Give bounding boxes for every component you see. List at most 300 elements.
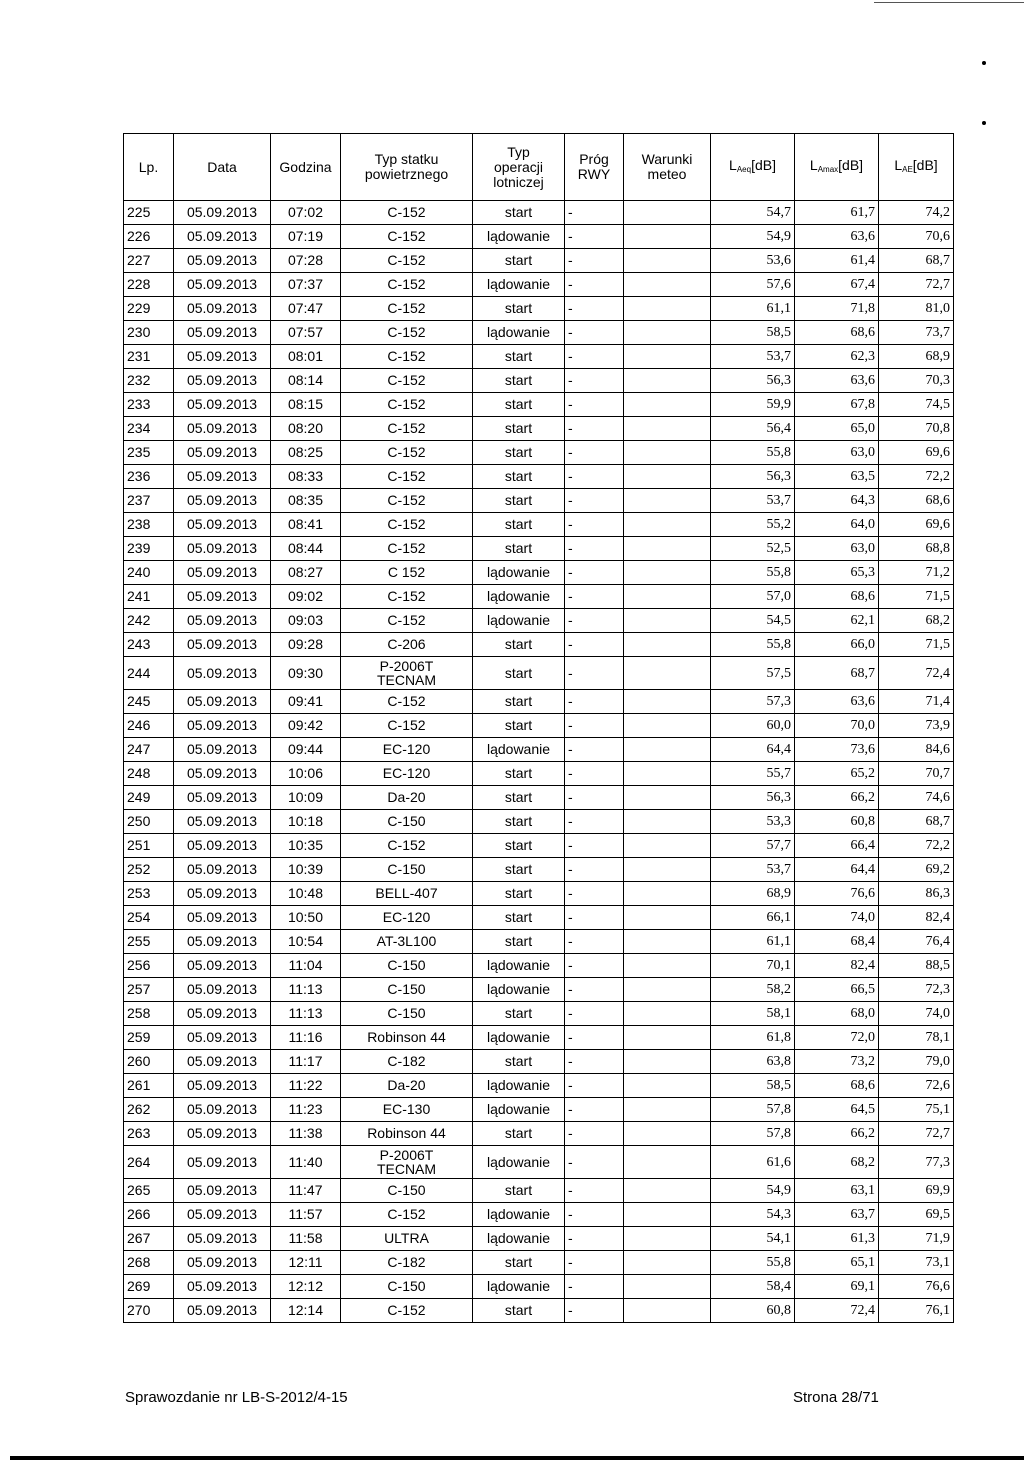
cell-time: 08:27 xyxy=(271,561,341,585)
table-row xyxy=(124,609,954,633)
cell-aircraft-type: C-152 xyxy=(341,321,473,345)
cell-operation-type: start xyxy=(473,513,565,537)
cell-lae: 78,1 xyxy=(879,1026,954,1050)
cell-lamax: 63,0 xyxy=(795,537,879,561)
cell-lp: 231 xyxy=(124,345,174,369)
cell-aircraft-type: C-152 xyxy=(341,1203,473,1227)
cell-operation-type: start xyxy=(473,489,565,513)
cell-laeq: 55,8 xyxy=(711,561,795,585)
cell-lamax: 66,0 xyxy=(795,633,879,657)
report-number: Sprawozdanie nr LB-S-2012/4-15 xyxy=(125,1389,348,1406)
cell-weather xyxy=(624,561,711,585)
cell-weather xyxy=(624,1026,711,1050)
cell-aircraft-type: C-150 xyxy=(341,954,473,978)
cell-date: 05.09.2013 xyxy=(174,465,271,489)
cell-lamax: 69,1 xyxy=(795,1275,879,1299)
cell-aircraft-type: C-152 xyxy=(341,537,473,561)
cell-lp: 266 xyxy=(124,1203,174,1227)
cell-weather xyxy=(624,321,711,345)
cell-time: 09:28 xyxy=(271,633,341,657)
cell-threshold-rwy: - xyxy=(565,1026,624,1050)
cell-weather xyxy=(624,273,711,297)
table-row xyxy=(124,1026,954,1050)
cell-time: 11:13 xyxy=(271,1002,341,1026)
cell-threshold-rwy: - xyxy=(565,930,624,954)
table-row xyxy=(124,930,954,954)
cell-aircraft-type: C-152 xyxy=(341,297,473,321)
cell-lp: 234 xyxy=(124,417,174,441)
table-row xyxy=(124,810,954,834)
cell-aircraft-type: AT-3L100 xyxy=(341,930,473,954)
cell-lamax: 63,1 xyxy=(795,1179,879,1203)
cell-operation-type: start xyxy=(473,690,565,714)
page-number: Strona 28/71 xyxy=(793,1389,879,1406)
table-row xyxy=(124,1227,954,1251)
cell-laeq: 53,3 xyxy=(711,810,795,834)
cell-lae: 70,8 xyxy=(879,417,954,441)
cell-date: 05.09.2013 xyxy=(174,321,271,345)
cell-aircraft-type: C-152 xyxy=(341,1299,473,1323)
cell-date: 05.09.2013 xyxy=(174,1275,271,1299)
cell-lamax: 71,8 xyxy=(795,297,879,321)
cell-operation-type: start xyxy=(473,834,565,858)
cell-lp: 239 xyxy=(124,537,174,561)
table-row xyxy=(124,1275,954,1299)
cell-aircraft-type: C-150 xyxy=(341,810,473,834)
cell-laeq: 68,9 xyxy=(711,882,795,906)
cell-aircraft-type: C-152 xyxy=(341,714,473,738)
cell-date: 05.09.2013 xyxy=(174,609,271,633)
cell-time: 08:01 xyxy=(271,345,341,369)
cell-operation-type: start xyxy=(473,1299,565,1323)
cell-operation-type: lądowanie xyxy=(473,1146,565,1179)
margin-mark xyxy=(982,61,986,65)
cell-weather xyxy=(624,1203,711,1227)
cell-lae: 71,5 xyxy=(879,585,954,609)
cell-laeq: 57,3 xyxy=(711,690,795,714)
cell-lp: 248 xyxy=(124,762,174,786)
cell-lp: 247 xyxy=(124,738,174,762)
cell-aircraft-type: C-182 xyxy=(341,1251,473,1275)
cell-laeq: 53,7 xyxy=(711,345,795,369)
cell-aircraft-type: C-150 xyxy=(341,1275,473,1299)
cell-date: 05.09.2013 xyxy=(174,786,271,810)
cell-aircraft-type: C-150 xyxy=(341,978,473,1002)
cell-aircraft-type: C-152 xyxy=(341,690,473,714)
cell-weather xyxy=(624,465,711,489)
cell-threshold-rwy: - xyxy=(565,657,624,690)
cell-lae: 75,1 xyxy=(879,1098,954,1122)
cell-lae: 69,5 xyxy=(879,1203,954,1227)
cell-lamax: 64,5 xyxy=(795,1098,879,1122)
cell-operation-type: start xyxy=(473,882,565,906)
cell-weather xyxy=(624,858,711,882)
cell-aircraft-type: C-152 xyxy=(341,609,473,633)
cell-laeq: 58,1 xyxy=(711,1002,795,1026)
cell-lae: 70,3 xyxy=(879,369,954,393)
cell-date: 05.09.2013 xyxy=(174,441,271,465)
cell-threshold-rwy: - xyxy=(565,609,624,633)
cell-operation-type: lądowanie xyxy=(473,609,565,633)
cell-aircraft-type: C-150 xyxy=(341,858,473,882)
cell-weather xyxy=(624,225,711,249)
cell-lamax: 61,4 xyxy=(795,249,879,273)
cell-lae: 69,2 xyxy=(879,858,954,882)
cell-operation-type: start xyxy=(473,369,565,393)
cell-lamax: 65,2 xyxy=(795,762,879,786)
cell-weather xyxy=(624,417,711,441)
cell-operation-type: start xyxy=(473,858,565,882)
cell-aircraft-type: Da-20 xyxy=(341,1074,473,1098)
table-row xyxy=(124,1251,954,1275)
cell-lamax: 63,5 xyxy=(795,465,879,489)
cell-threshold-rwy: - xyxy=(565,1275,624,1299)
table-row xyxy=(124,393,954,417)
cell-lp: 242 xyxy=(124,609,174,633)
cell-operation-type: start xyxy=(473,1179,565,1203)
cell-lae: 73,7 xyxy=(879,321,954,345)
cell-aircraft-type: Robinson 44 xyxy=(341,1122,473,1146)
cell-lamax: 62,3 xyxy=(795,345,879,369)
cell-laeq: 56,3 xyxy=(711,369,795,393)
table-row xyxy=(124,321,954,345)
cell-lp: 268 xyxy=(124,1251,174,1275)
cell-lp: 270 xyxy=(124,1299,174,1323)
cell-date: 05.09.2013 xyxy=(174,273,271,297)
cell-operation-type: start xyxy=(473,906,565,930)
cell-lp: 250 xyxy=(124,810,174,834)
cell-time: 10:50 xyxy=(271,906,341,930)
cell-aircraft-type: C-152 xyxy=(341,369,473,393)
cell-threshold-rwy: - xyxy=(565,249,624,273)
cell-operation-type: start xyxy=(473,201,565,225)
table-row xyxy=(124,1203,954,1227)
header-warunki-meteo: Warunki meteo xyxy=(624,134,711,201)
cell-lamax: 67,4 xyxy=(795,273,879,297)
cell-lamax: 73,6 xyxy=(795,738,879,762)
cell-lae: 88,5 xyxy=(879,954,954,978)
cell-time: 08:15 xyxy=(271,393,341,417)
cell-weather xyxy=(624,1098,711,1122)
table-row xyxy=(124,489,954,513)
cell-date: 05.09.2013 xyxy=(174,1074,271,1098)
cell-time: 11:22 xyxy=(271,1074,341,1098)
cell-lp: 241 xyxy=(124,585,174,609)
header-typ-statku: Typ statku powietrznego xyxy=(341,134,473,201)
cell-lamax: 72,4 xyxy=(795,1299,879,1323)
table-row xyxy=(124,417,954,441)
cell-lae: 71,2 xyxy=(879,561,954,585)
table-row xyxy=(124,273,954,297)
cell-laeq: 57,5 xyxy=(711,657,795,690)
cell-laeq: 58,5 xyxy=(711,1074,795,1098)
cell-lp: 257 xyxy=(124,978,174,1002)
cell-aircraft-type: Robinson 44 xyxy=(341,1026,473,1050)
cell-date: 05.09.2013 xyxy=(174,930,271,954)
header-lae: $L_{AE}[dB]$ xyxy=(879,134,954,201)
cell-lp: 256 xyxy=(124,954,174,978)
cell-lae: 82,4 xyxy=(879,906,954,930)
table-row xyxy=(124,1146,954,1179)
header-laeq: $L_{Aeq}[dB]$ xyxy=(711,134,795,201)
cell-aircraft-type: P-2006T TECNAM xyxy=(341,1146,473,1179)
table-row xyxy=(124,834,954,858)
cell-weather xyxy=(624,906,711,930)
cell-time: 07:02 xyxy=(271,201,341,225)
cell-aircraft-type: C-150 xyxy=(341,1002,473,1026)
cell-laeq: 61,6 xyxy=(711,1146,795,1179)
cell-time: 09:44 xyxy=(271,738,341,762)
header-godzina: Godzina xyxy=(271,134,341,201)
cell-weather xyxy=(624,657,711,690)
cell-date: 05.09.2013 xyxy=(174,1026,271,1050)
cell-threshold-rwy: - xyxy=(565,321,624,345)
cell-threshold-rwy: - xyxy=(565,1050,624,1074)
table-row xyxy=(124,738,954,762)
cell-lp: 265 xyxy=(124,1179,174,1203)
cell-aircraft-type: C-152 xyxy=(341,465,473,489)
cell-threshold-rwy: - xyxy=(565,762,624,786)
table-row xyxy=(124,1074,954,1098)
cell-laeq: 54,9 xyxy=(711,1179,795,1203)
cell-lamax: 66,4 xyxy=(795,834,879,858)
cell-lamax: 68,7 xyxy=(795,657,879,690)
cell-date: 05.09.2013 xyxy=(174,369,271,393)
cell-lae: 73,9 xyxy=(879,714,954,738)
cell-time: 08:20 xyxy=(271,417,341,441)
cell-date: 05.09.2013 xyxy=(174,858,271,882)
cell-weather xyxy=(624,930,711,954)
cell-lamax: 64,3 xyxy=(795,489,879,513)
cell-threshold-rwy: - xyxy=(565,417,624,441)
measurement-table xyxy=(123,133,954,1323)
cell-aircraft-type: C-152 xyxy=(341,393,473,417)
cell-aircraft-type: P-2006T TECNAM xyxy=(341,657,473,690)
table-row xyxy=(124,513,954,537)
cell-date: 05.09.2013 xyxy=(174,225,271,249)
cell-lae: 74,2 xyxy=(879,201,954,225)
cell-date: 05.09.2013 xyxy=(174,1299,271,1323)
cell-lamax: 66,2 xyxy=(795,786,879,810)
cell-operation-type: start xyxy=(473,810,565,834)
cell-lae: 74,0 xyxy=(879,1002,954,1026)
table-row xyxy=(124,297,954,321)
cell-threshold-rwy: - xyxy=(565,834,624,858)
cell-date: 05.09.2013 xyxy=(174,834,271,858)
cell-threshold-rwy: - xyxy=(565,1179,624,1203)
cell-operation-type: start xyxy=(473,417,565,441)
cell-laeq: 52,5 xyxy=(711,537,795,561)
cell-lp: 238 xyxy=(124,513,174,537)
cell-lamax: 70,0 xyxy=(795,714,879,738)
cell-date: 05.09.2013 xyxy=(174,201,271,225)
cell-aircraft-type: BELL-407 xyxy=(341,882,473,906)
cell-operation-type: start xyxy=(473,786,565,810)
cell-threshold-rwy: - xyxy=(565,1122,624,1146)
cell-date: 05.09.2013 xyxy=(174,393,271,417)
cell-operation-type: lądowanie xyxy=(473,273,565,297)
table-row xyxy=(124,786,954,810)
cell-laeq: 55,2 xyxy=(711,513,795,537)
cell-lamax: 64,4 xyxy=(795,858,879,882)
cell-weather xyxy=(624,1179,711,1203)
cell-lamax: 82,4 xyxy=(795,954,879,978)
cell-laeq: 61,8 xyxy=(711,1026,795,1050)
cell-lae: 72,7 xyxy=(879,1122,954,1146)
cell-aircraft-type: C-152 xyxy=(341,585,473,609)
cell-threshold-rwy: - xyxy=(565,297,624,321)
cell-date: 05.09.2013 xyxy=(174,1122,271,1146)
cell-lae: 69,9 xyxy=(879,1179,954,1203)
cell-aircraft-type: Da-20 xyxy=(341,786,473,810)
cell-lae: 68,9 xyxy=(879,345,954,369)
cell-weather xyxy=(624,1146,711,1179)
cell-weather xyxy=(624,537,711,561)
cell-lp: 261 xyxy=(124,1074,174,1098)
cell-lae: 69,6 xyxy=(879,441,954,465)
cell-lamax: 63,0 xyxy=(795,441,879,465)
cell-date: 05.09.2013 xyxy=(174,633,271,657)
cell-date: 05.09.2013 xyxy=(174,978,271,1002)
cell-threshold-rwy: - xyxy=(565,513,624,537)
cell-lamax: 68,6 xyxy=(795,1074,879,1098)
cell-lamax: 63,6 xyxy=(795,690,879,714)
table-row xyxy=(124,858,954,882)
cell-threshold-rwy: - xyxy=(565,810,624,834)
bottom-rule xyxy=(10,1456,1024,1460)
cell-time: 09:41 xyxy=(271,690,341,714)
cell-operation-type: start xyxy=(473,762,565,786)
cell-lp: 264 xyxy=(124,1146,174,1179)
cell-date: 05.09.2013 xyxy=(174,1203,271,1227)
cell-operation-type: lądowanie xyxy=(473,1275,565,1299)
cell-lamax: 74,0 xyxy=(795,906,879,930)
cell-laeq: 53,6 xyxy=(711,249,795,273)
table-row xyxy=(124,561,954,585)
cell-threshold-rwy: - xyxy=(565,858,624,882)
cell-time: 08:25 xyxy=(271,441,341,465)
cell-operation-type: lądowanie xyxy=(473,225,565,249)
cell-lp: 225 xyxy=(124,201,174,225)
cell-date: 05.09.2013 xyxy=(174,906,271,930)
cell-weather xyxy=(624,369,711,393)
cell-date: 05.09.2013 xyxy=(174,297,271,321)
cell-lae: 71,5 xyxy=(879,633,954,657)
cell-operation-type: lądowanie xyxy=(473,321,565,345)
cell-time: 12:12 xyxy=(271,1275,341,1299)
cell-laeq: 57,8 xyxy=(711,1098,795,1122)
cell-date: 05.09.2013 xyxy=(174,513,271,537)
cell-date: 05.09.2013 xyxy=(174,738,271,762)
top-rule xyxy=(874,2,1024,3)
cell-threshold-rwy: - xyxy=(565,906,624,930)
cell-weather xyxy=(624,1227,711,1251)
cell-time: 07:28 xyxy=(271,249,341,273)
header-lp: Lp. xyxy=(124,134,174,201)
cell-lae: 68,2 xyxy=(879,609,954,633)
cell-date: 05.09.2013 xyxy=(174,882,271,906)
cell-time: 07:57 xyxy=(271,321,341,345)
margin-mark xyxy=(982,121,986,125)
cell-date: 05.09.2013 xyxy=(174,345,271,369)
table-row xyxy=(124,714,954,738)
cell-operation-type: start xyxy=(473,1050,565,1074)
cell-threshold-rwy: - xyxy=(565,1251,624,1275)
cell-weather xyxy=(624,690,711,714)
cell-lamax: 68,4 xyxy=(795,930,879,954)
cell-threshold-rwy: - xyxy=(565,345,624,369)
cell-lamax: 73,2 xyxy=(795,1050,879,1074)
cell-lp: 252 xyxy=(124,858,174,882)
cell-operation-type: lądowanie xyxy=(473,738,565,762)
table-row xyxy=(124,201,954,225)
cell-lp: 235 xyxy=(124,441,174,465)
cell-weather xyxy=(624,1002,711,1026)
cell-lp: 251 xyxy=(124,834,174,858)
header-typ-operacji: Typ operacji lotniczej xyxy=(473,134,565,201)
cell-laeq: 54,7 xyxy=(711,201,795,225)
cell-aircraft-type: ULTRA xyxy=(341,1227,473,1251)
cell-date: 05.09.2013 xyxy=(174,561,271,585)
cell-lamax: 76,6 xyxy=(795,882,879,906)
cell-aircraft-type: C-152 xyxy=(341,489,473,513)
cell-lp: 262 xyxy=(124,1098,174,1122)
table-row xyxy=(124,441,954,465)
cell-time: 10:06 xyxy=(271,762,341,786)
cell-laeq: 64,4 xyxy=(711,738,795,762)
cell-lamax: 68,6 xyxy=(795,585,879,609)
cell-weather xyxy=(624,786,711,810)
cell-operation-type: start xyxy=(473,393,565,417)
cell-laeq: 54,1 xyxy=(711,1227,795,1251)
cell-lamax: 72,0 xyxy=(795,1026,879,1050)
cell-date: 05.09.2013 xyxy=(174,1098,271,1122)
cell-date: 05.09.2013 xyxy=(174,489,271,513)
cell-date: 05.09.2013 xyxy=(174,417,271,441)
cell-time: 07:19 xyxy=(271,225,341,249)
table-row xyxy=(124,1299,954,1323)
cell-lae: 74,5 xyxy=(879,393,954,417)
cell-weather xyxy=(624,297,711,321)
cell-threshold-rwy: - xyxy=(565,633,624,657)
cell-laeq: 60,0 xyxy=(711,714,795,738)
cell-threshold-rwy: - xyxy=(565,978,624,1002)
cell-date: 05.09.2013 xyxy=(174,954,271,978)
cell-lp: 269 xyxy=(124,1275,174,1299)
cell-threshold-rwy: - xyxy=(565,1098,624,1122)
cell-weather xyxy=(624,1122,711,1146)
cell-threshold-rwy: - xyxy=(565,393,624,417)
cell-aircraft-type: EC-120 xyxy=(341,738,473,762)
table-row xyxy=(124,585,954,609)
cell-weather xyxy=(624,954,711,978)
cell-weather xyxy=(624,585,711,609)
cell-laeq: 55,8 xyxy=(711,633,795,657)
cell-lae: 77,3 xyxy=(879,1146,954,1179)
cell-time: 11:16 xyxy=(271,1026,341,1050)
cell-date: 05.09.2013 xyxy=(174,1146,271,1179)
cell-lamax: 61,7 xyxy=(795,201,879,225)
table-row xyxy=(124,249,954,273)
table-row xyxy=(124,537,954,561)
cell-operation-type: start xyxy=(473,714,565,738)
cell-laeq: 57,0 xyxy=(711,585,795,609)
cell-operation-type: lądowanie xyxy=(473,585,565,609)
cell-lp: 259 xyxy=(124,1026,174,1050)
cell-operation-type: start xyxy=(473,249,565,273)
cell-lp: 267 xyxy=(124,1227,174,1251)
cell-threshold-rwy: - xyxy=(565,1299,624,1323)
